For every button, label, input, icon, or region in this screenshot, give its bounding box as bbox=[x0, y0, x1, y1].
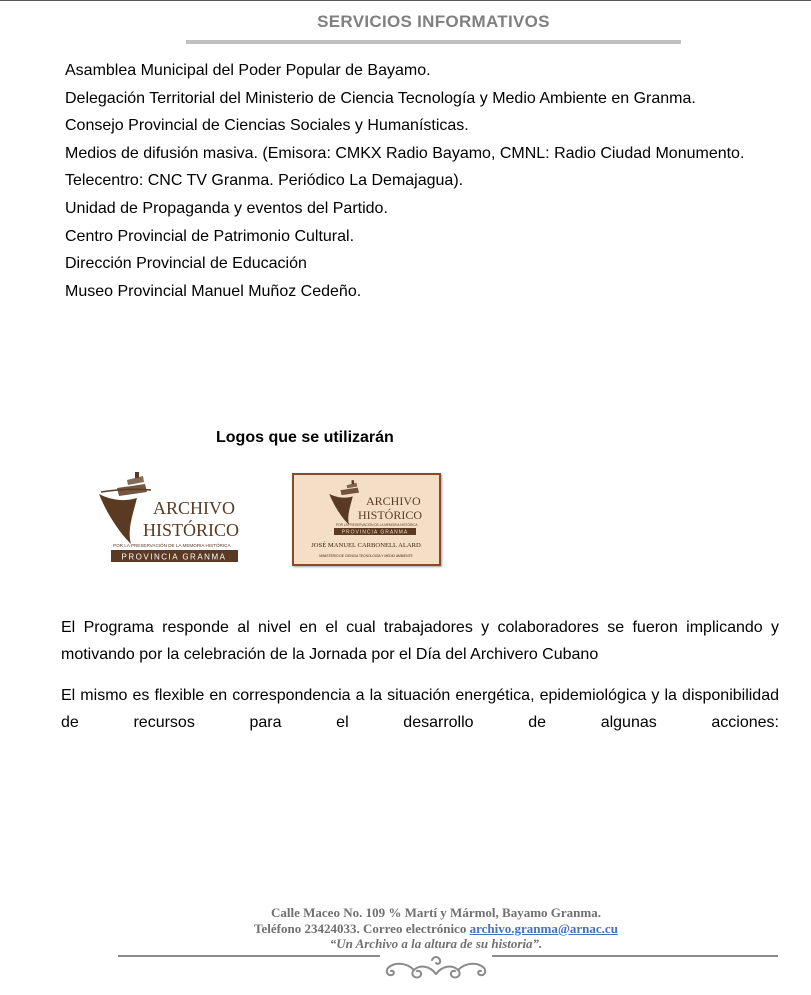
archivo-historico-logo bbox=[97, 470, 242, 565]
list-item: Asamblea Municipal del Poder Popular de Bayamo. bbox=[65, 62, 431, 79]
flourish-ornament-icon bbox=[380, 952, 492, 982]
logo2-line2: HISTÓRICO bbox=[358, 508, 423, 522]
list-item: Medios de difusión masiva. (Emisora: CMKX Radio Bayamo, CMNL: Radio Ciudad Monumento. bbox=[65, 144, 745, 162]
footer-email-link[interactable]: archivo.granma@arnac.cu bbox=[469, 920, 618, 936]
logos-heading: Logos que se utilizarán bbox=[216, 429, 394, 446]
list-item: Telecentro: CNC TV Granma. Periódico La Demajagua). bbox=[65, 172, 464, 190]
header-rule bbox=[186, 40, 681, 44]
logo2-tagline: POR LA PRESERVACIÓN DE LA MEMORIA HISTÓRICA bbox=[336, 523, 418, 527]
footer-slogan: “Un Archivo a la altura de su historia”. bbox=[329, 936, 543, 951]
logo-province: PROVINCIA GRANMA bbox=[121, 552, 227, 562]
footer-address: Calle Maceo No. 109 % Martí y Mármol, Bayamo Granma. bbox=[271, 905, 601, 920]
list-item: Centro Provincial de Patrimonio Cultural. bbox=[65, 227, 355, 245]
logo2-graphic bbox=[294, 475, 439, 564]
logo2-line1: ARCHIVO bbox=[366, 494, 421, 508]
paragraph-flexible: El mismo es flexible en correspondencia a la situación energética, epidemiológica y la disponibilidad de recursos para el desarrollo de algunas acciones: bbox=[61, 687, 779, 731]
footer-phone: Teléfono 23424033. Correo electrónico bbox=[254, 920, 470, 936]
logo-line2: HISTÓRICO bbox=[143, 520, 240, 540]
logo-tagline: POR LA PRESERVACIÓN DE LA MEMORIA HISTÓRICA bbox=[113, 543, 231, 548]
list-item: Dirección Provincial de Educación bbox=[65, 255, 307, 273]
logo2-name: JOSÉ MANUEL CARBONELL ALARD bbox=[311, 542, 421, 549]
institutions-list bbox=[65, 57, 744, 305]
page-top-border bbox=[0, 0, 811, 1]
logo2-province: PROVINCIA GRANMA bbox=[341, 529, 409, 536]
list-item: Museo Provincial Manuel Muñoz Cedeño. bbox=[65, 282, 362, 300]
list-item: Consejo Provincial de Ciencias Sociales y Humanísticas. bbox=[65, 117, 469, 135]
ship-emblem-icon bbox=[329, 480, 359, 525]
archivo-historico-carbonell-logo bbox=[292, 473, 441, 566]
page-title: SERVICIOS INFORMATIVOS bbox=[317, 12, 550, 31]
footer-contact bbox=[186, 921, 686, 937]
list-item: Unidad de Propaganda y eventos del Partido. bbox=[65, 199, 388, 217]
logo-line1: ARCHIVO bbox=[153, 498, 236, 518]
footer bbox=[186, 905, 686, 952]
paragraph-programa: El Programa responde al nivel en el cual trabajadores y colaboradores se fueron implicando y motivando por la celebración de la Jornada por el Día del Archivero Cubano bbox=[61, 619, 779, 663]
list-item: Delegación Territorial del Ministerio de Ciencia Tecnología y Medio Ambiente en Granma. bbox=[65, 89, 696, 107]
logo2-subtitle: MINISTERIO DE CIENCIA TECNOLOGÍA Y MEDIO AMBIENTE bbox=[319, 554, 413, 558]
